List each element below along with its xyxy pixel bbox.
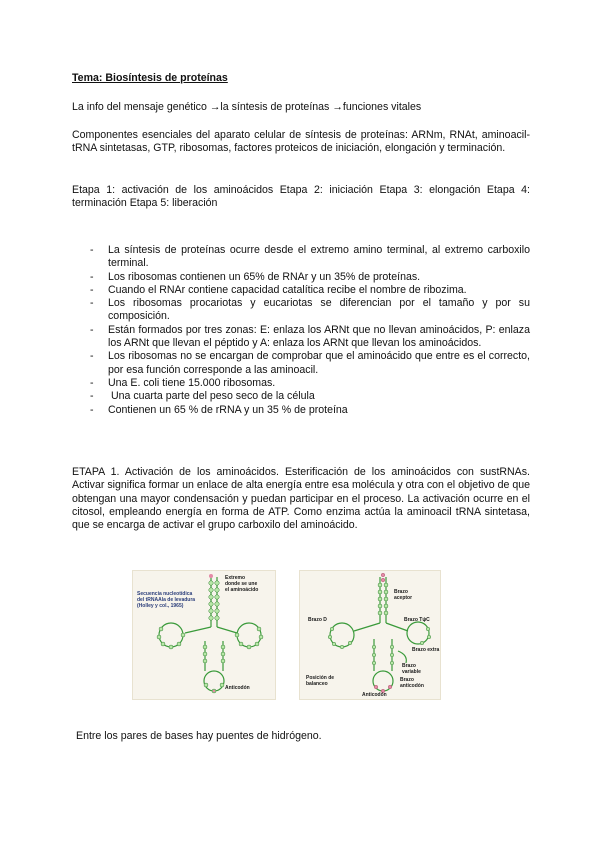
etapa1-paragraph: ETAPA 1. Activación de los aminoácidos. Esterificación de los aminoácidos con sustRNAs. Activar significa formar un enlace de alta energía entre esa molécula y otra con el objetivo de que obtengan una mayor condensación y puedan participar en el proceso. La activación ocurre en el citosol, empleando energía en forma de ATP. Como enzima actúa la aminoacil tRNA sintetasa, que se encarga de activar el grupo carboxilo del aminoácido. (72, 466, 530, 532)
list-item: - Cuando el RNAr contiene capacidad catalítica recibe el nombre de ribozima. (90, 284, 530, 297)
anticodon-label: Anticodón (225, 685, 250, 691)
variable-arm-label: variable (402, 669, 421, 675)
list-item: - Los ribosomas procariotas y eucariotas se diferencian por el tamaño y por su composición. (90, 297, 530, 324)
intro-paragraph: La info del mensaje genético →la síntesis de proteínas →funciones vitales (72, 101, 422, 113)
wobble-position-label: balanceo (306, 681, 328, 687)
trna-sequence-figure (132, 570, 276, 700)
stages-paragraph: Etapa 1: activación de los aminoácidos Etapa 2: iniciación Etapa 3: elongación Etapa 4: terminación Etapa 5: liberación (72, 184, 530, 210)
anticodon-label: Anticodón (362, 692, 387, 698)
figure-caption-line: Secuencia nucleotídica (137, 591, 193, 597)
document-title: Tema: Biosíntesis de proteínas (72, 72, 228, 84)
arm-tpsic-label: Brazo TψC (404, 617, 430, 623)
wobble-position-label: Posición de (306, 675, 335, 681)
extra-arm-label: Brazo extra (412, 647, 440, 653)
list-item: - La síntesis de proteínas ocurre desde el extremo amino terminal, al extremo carboxilo terminal. (90, 244, 530, 271)
arm-d-label: Brazo D (308, 617, 327, 623)
acceptor-end-label: el aminoácido (225, 587, 259, 593)
list-item: - Una E. coli tiene 15.000 ribosomas. (90, 377, 530, 390)
variable-arm-label: Brazo (402, 663, 416, 669)
acceptor-end-label: Extremo (225, 575, 246, 581)
acceptor-arm-label: aceptor (394, 595, 413, 601)
list-item: - Están formados por tres zonas: E: enlaza los ARNt que no llevan aminoácidos, P: enlaza los ARNt que llevan el péptido y A: enlaza los ARNt que llevan los aminoácidos. (90, 324, 530, 351)
list-item: - Los ribosomas contienen un 65% de RNAr y un 35% de proteínas. (90, 271, 530, 284)
list-item: - Una cuarta parte del peso seco de la célula (90, 390, 530, 403)
figure-caption-line: (Holley y col., 1965) (137, 603, 184, 609)
acceptor-arm-label: Brazo (394, 589, 408, 595)
anticodon-arm-label: anticodón (400, 683, 424, 689)
components-paragraph: Componentes esenciales del aparato celular de síntesis de proteínas: ARNm, RNAt, aminoacil-tRNA sintetasas, GTP, ribosomas, factores proteicos de iniciación, elongación y terminación. (72, 129, 530, 155)
anticodon-arm-label: Brazo (400, 677, 414, 683)
trna-arms-figure (299, 570, 441, 700)
hydrogen-bonds-note: Entre los pares de bases hay puentes de hidrógeno. (76, 730, 322, 742)
acceptor-end-label: donde se une (225, 581, 258, 587)
facts-list (90, 244, 530, 417)
list-item: - Contienen un 65 % de rRNA y un 35 % de proteína (90, 404, 530, 417)
list-item: - Los ribosomas no se encargan de comprobar que el aminoácido que entre es el correcto, por esa función corresponde a las aminoacil. (90, 350, 530, 377)
figure-caption-line: del tRNAAla de levadura (137, 597, 196, 603)
